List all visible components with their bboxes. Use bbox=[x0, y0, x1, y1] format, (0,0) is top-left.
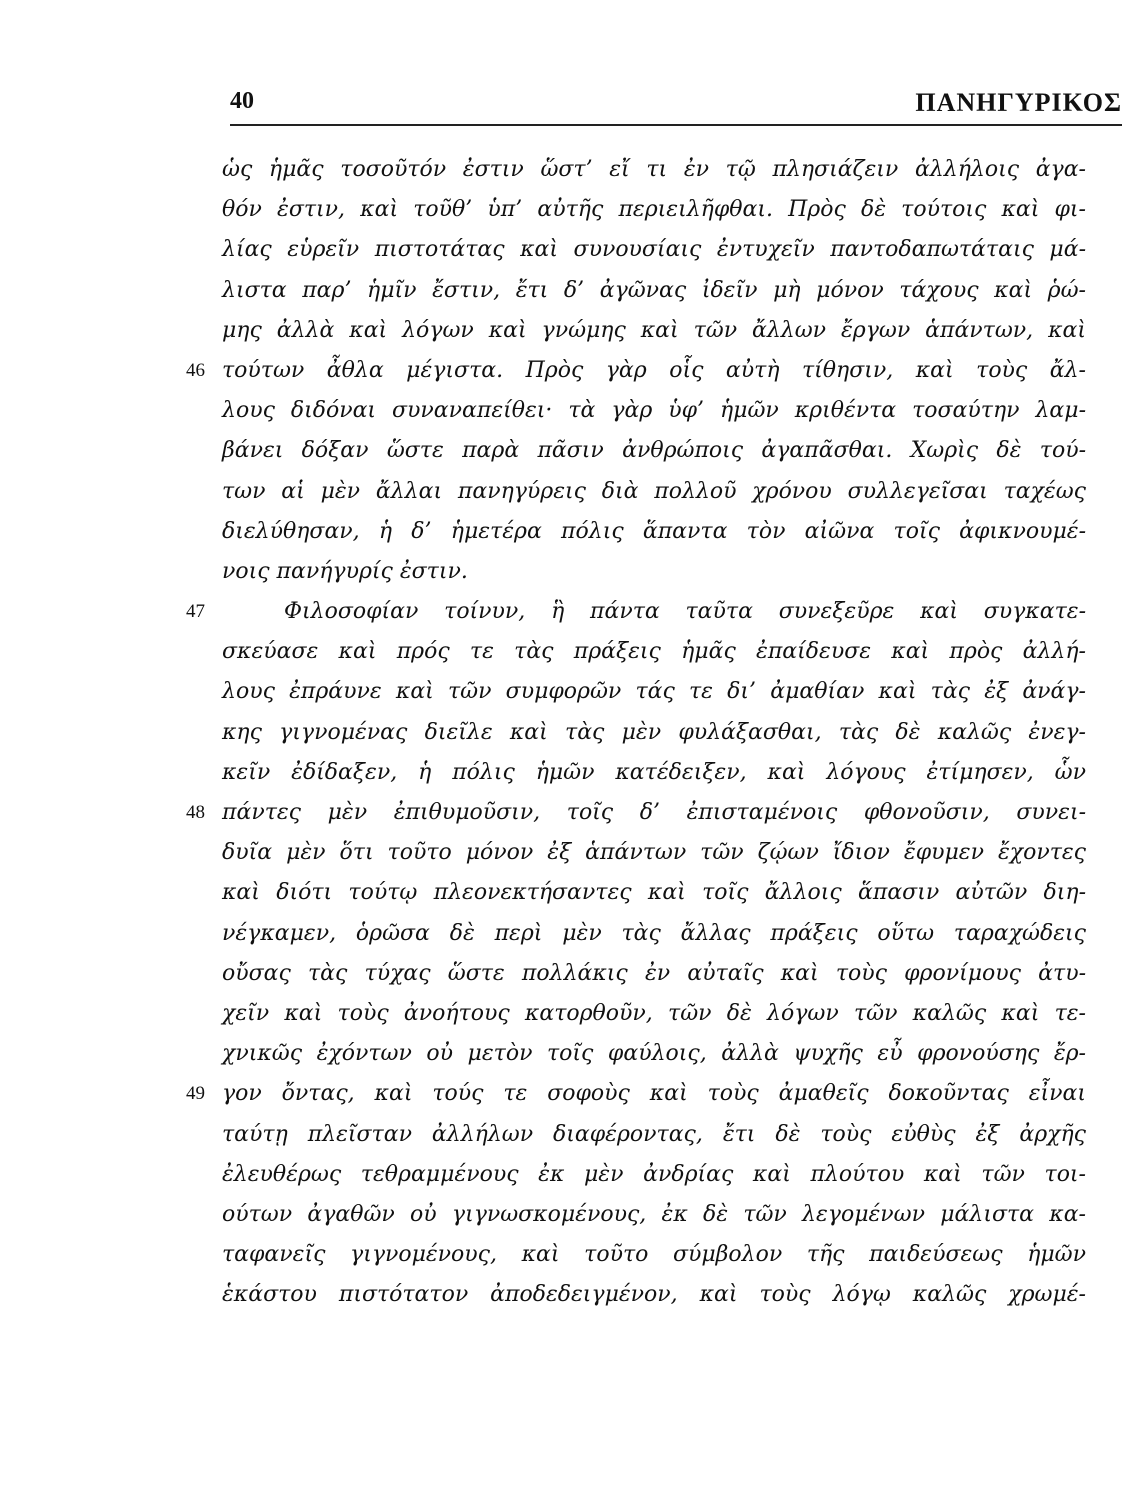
line-text: χνικῶς ἐχόντων οὐ μετὸν τοῖς φαύλοις, ἀλλὰ ψυχῆς εὖ φρονούσης ἔρ- bbox=[222, 1041, 1086, 1067]
section-number: 46 bbox=[186, 359, 205, 381]
line-text: λίας εὑρεῖν πιστοτάτας καὶ συνουσίαις ἐντυχεῖν παντοδαπωτάταις μά- bbox=[222, 237, 1086, 263]
text-line bbox=[186, 552, 1122, 592]
line-text: ἑκάστου πιστότατον ἀποδεδειγμένον, καὶ τοὺς λόγῳ καλῶς χρωμέ- bbox=[222, 1282, 1086, 1308]
line-text: νοις πανήγυρίς ἐστιν. bbox=[222, 558, 468, 584]
page-number: 40 bbox=[230, 88, 254, 114]
line-text: τούτων ἆθλα μέγιστα. Πρὸς γὰρ οἷς αὐτὴ τίθησιν, καὶ τοὺς ἄλ- bbox=[222, 357, 1086, 383]
text-body bbox=[186, 150, 1122, 1315]
text-line bbox=[186, 1155, 1122, 1195]
line-text: νέγκαμεν, ὁρῶσα δὲ περὶ μὲν τὰς ἄλλας πράξεις οὕτω ταραχώδεις bbox=[222, 920, 1086, 946]
page-header bbox=[230, 88, 1122, 118]
text-line bbox=[186, 431, 1122, 471]
text-line bbox=[186, 994, 1122, 1034]
line-text: ταφανεῖς γιγνομένους, καὶ τοῦτο σύμβολον τῆς παιδεύσεως ἡμῶν bbox=[222, 1242, 1086, 1268]
line-text: ὡς ἡμᾶς τοσοῦτόν ἐστιν ὥστ’ εἴ τι ἐν τῷ πλησιάζειν ἀλλήλοις ἀγα- bbox=[222, 157, 1086, 182]
text-line bbox=[186, 954, 1122, 994]
line-text: λιστα παρ’ ἡμῖν ἔστιν, ἔτι δ’ ἀγῶνας ἰδεῖν μὴ μόνον τάχους καὶ ῥώ- bbox=[222, 277, 1086, 303]
text-line bbox=[186, 914, 1122, 954]
text-line bbox=[186, 230, 1122, 270]
running-title: ΠΑΝΗΓΥΡΙΚΟΣ bbox=[915, 88, 1122, 117]
line-text: λους διδόναι συναναπείθει· τὰ γὰρ ὑφ’ ἡμῶν κριθέντα τοσαύτην λαμ- bbox=[222, 398, 1086, 424]
line-text: λους ἐπράυνε καὶ τῶν συμφορῶν τάς τε δι’ ἀμαθίαν καὶ τὰς ἐξ ἀνάγ- bbox=[222, 679, 1086, 705]
line-text: μης ἀλλὰ καὶ λόγων καὶ γνώμης καὶ τῶν ἄλλων ἔργων ἁπάντων, καὶ bbox=[222, 317, 1086, 343]
line-text: ἐλευθέρως τεθραμμένους ἐκ μὲν ἀνδρίας καὶ πλούτου καὶ τῶν τοι- bbox=[222, 1161, 1086, 1187]
line-text: γον ὄντας, καὶ τούς τε σοφοὺς καὶ τοὺς ἀμαθεῖς δοκοῦντας εἶναι bbox=[222, 1081, 1086, 1107]
text-line bbox=[186, 1275, 1122, 1315]
line-text: θόν ἐστιν, καὶ τοῦθ’ ὑπ’ αὐτῆς περιειλῆφθαι. Πρὸς δὲ τούτοις καὶ φι- bbox=[222, 197, 1086, 223]
text-line bbox=[186, 351, 1122, 391]
text-line bbox=[186, 150, 1122, 190]
line-text: ταύτῃ πλεῖσταν ἀλλήλων διαφέροντας, ἔτι δὲ τοὺς εὐθὺς ἐξ ἀρχῆς bbox=[222, 1121, 1086, 1147]
line-text: Φιλοσοφίαν τοίνυν, ἣ πάντα ταῦτα συνεξεῦρε καὶ συγκατε- bbox=[284, 599, 1086, 625]
text-line bbox=[186, 713, 1122, 753]
line-text: κεῖν ἐδίδαξεν, ἡ πόλις ἡμῶν κατέδειξεν, καὶ λόγους ἐτίμησεν, ὧν bbox=[222, 759, 1086, 785]
line-text: οὔσας τὰς τύχας ὥστε πολλάκις ἐν αὐταῖς καὶ τοὺς φρονίμους ἀτυ- bbox=[222, 960, 1086, 986]
text-line bbox=[186, 1195, 1122, 1235]
text-line bbox=[186, 753, 1122, 793]
line-text: καὶ διότι τούτῳ πλεονεκτήσαντες καὶ τοῖς ἄλλοις ἅπασιν αὐτῶν διη- bbox=[222, 880, 1086, 906]
header-rule bbox=[230, 124, 1122, 126]
text-line bbox=[186, 311, 1122, 351]
line-text: διελύθησαν, ἡ δ’ ἡμετέρα πόλις ἅπαντα τὸν αἰῶνα τοῖς ἀφικνουμέ- bbox=[222, 518, 1086, 544]
text-line bbox=[186, 1235, 1122, 1275]
line-text: των αἱ μὲν ἄλλαι πανηγύρεις διὰ πολλοῦ χρόνου συλλεγεῖσαι ταχέως bbox=[222, 478, 1086, 504]
text-line bbox=[186, 512, 1122, 552]
text-line bbox=[186, 873, 1122, 913]
text-line bbox=[186, 672, 1122, 712]
text-line bbox=[186, 793, 1122, 833]
line-text: χεῖν καὶ τοὺς ἀνοήτους κατορθοῦν, τῶν δὲ λόγων τῶν καλῶς καὶ τε- bbox=[222, 1000, 1086, 1026]
text-line bbox=[186, 472, 1122, 512]
line-text: πάντες μὲν ἐπιθυμοῦσιν, τοῖς δ’ ἐπισταμένοις φθονοῦσιν, συνει- bbox=[222, 800, 1086, 825]
line-text: ούτων ἀγαθῶν οὐ γιγνωσκομένους, ἐκ δὲ τῶν λεγομένων μάλιστα κα- bbox=[222, 1201, 1086, 1227]
text-line bbox=[186, 190, 1122, 230]
section-number: 48 bbox=[186, 802, 205, 823]
section-number: 49 bbox=[186, 1083, 205, 1105]
text-line bbox=[186, 833, 1122, 873]
text-line bbox=[186, 592, 1122, 632]
line-text: δυῖα μὲν ὅτι τοῦτο μόνον ἐξ ἁπάντων τῶν ζῴων ἴδιον ἔφυμεν ἔχοντες bbox=[222, 840, 1086, 866]
text-line bbox=[186, 1074, 1122, 1114]
text-line bbox=[186, 1034, 1122, 1074]
section-number: 47 bbox=[186, 601, 205, 623]
text-line bbox=[186, 632, 1122, 672]
line-text: κης γιγνομένας διεῖλε καὶ τὰς μὲν φυλάξασθαι, τὰς δὲ καλῶς ἐνεγ- bbox=[222, 719, 1086, 745]
text-line bbox=[186, 1115, 1122, 1155]
text-line bbox=[186, 391, 1122, 431]
text-line bbox=[186, 271, 1122, 311]
line-text: βάνει δόξαν ὥστε παρὰ πᾶσιν ἀνθρώποις ἀγαπᾶσθαι. Χωρὶς δὲ τού- bbox=[222, 438, 1086, 464]
line-text: σκεύασε καὶ πρός τε τὰς πράξεις ἡμᾶς ἐπαίδευσε καὶ πρὸς ἀλλή- bbox=[222, 639, 1086, 665]
